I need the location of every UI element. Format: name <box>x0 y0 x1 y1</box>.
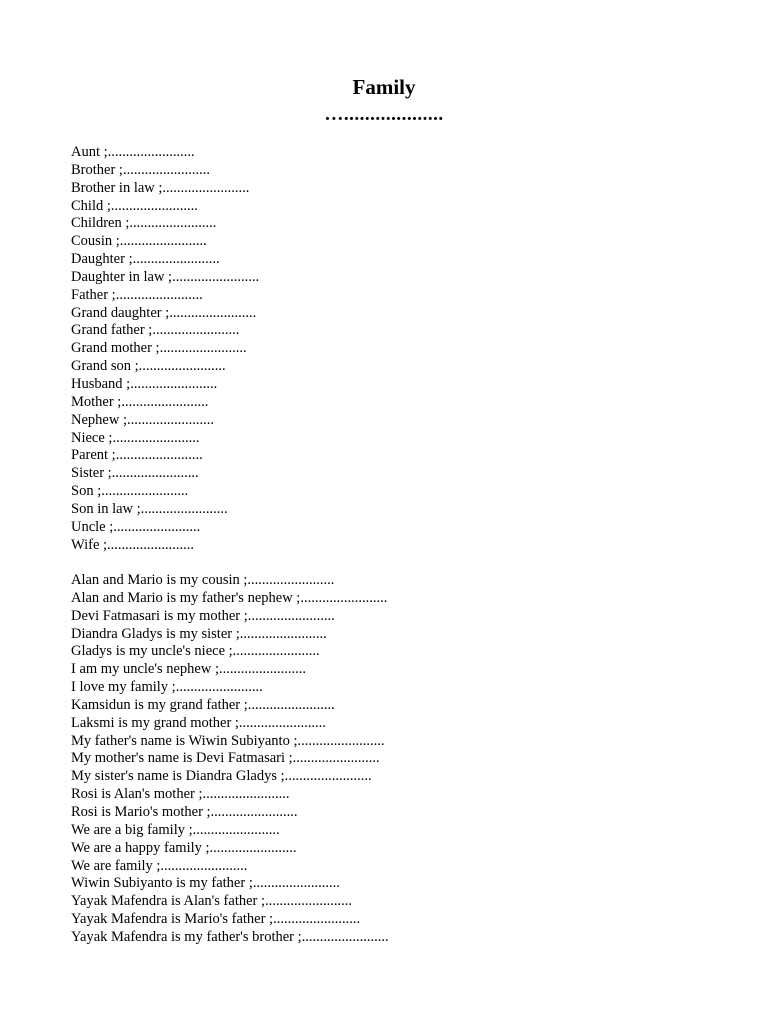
sentence-item: We are a big family ;........................ <box>71 821 280 838</box>
vocabulary-item: Grand father ;........................ <box>71 322 240 339</box>
sentence-item: My mother's name is Devi Fatmasari ;........................ <box>71 750 380 767</box>
vocabulary-item: Daughter in law ;........................ <box>71 268 260 285</box>
sentence-list <box>71 572 389 947</box>
vocabulary-item: Grand son ;........................ <box>71 358 226 375</box>
sentence-item: I love my family ;........................ <box>71 679 263 696</box>
vocabulary-item: Niece ;........................ <box>71 429 200 446</box>
vocabulary-item: Aunt ;........................ <box>71 144 195 160</box>
sentence-item: Yayak Mafendra is my father's brother ;........................ <box>71 928 389 945</box>
vocabulary-item: Brother ;........................ <box>71 161 210 178</box>
vocabulary-item: Son in law ;........................ <box>71 500 228 517</box>
sentence-item: I am my uncle's nephew ;........................ <box>71 661 306 678</box>
sentence-item: Kamsidun is my grand father ;........................ <box>71 696 335 713</box>
vocabulary-item: Husband ;........................ <box>71 375 218 392</box>
sentence-item: Alan and Mario is my cousin ;........................ <box>71 572 335 588</box>
vocabulary-item: Brother in law ;........................ <box>71 179 250 196</box>
vocabulary-item: Wife ;........................ <box>71 536 195 553</box>
vocabulary-item: Uncle ;........................ <box>71 518 201 535</box>
sentence-item: Rosi is Mario's mother ;........................ <box>71 803 298 820</box>
vocabulary-item: Child ;........................ <box>71 197 198 214</box>
vocabulary-item: Father ;........................ <box>71 286 203 303</box>
vocabulary-item: Grand daughter ;........................ <box>71 304 257 321</box>
sentence-item: Diandra Gladys is my sister ;........................ <box>71 625 327 642</box>
vocabulary-item: Nephew ;........................ <box>71 411 214 428</box>
vocabulary-item: Grand mother ;........................ <box>71 340 247 357</box>
sentence-item: My sister's name is Diandra Gladys ;........................ <box>71 768 372 785</box>
sentence-item: We are family ;........................ <box>71 857 248 874</box>
vocabulary-item: Daughter ;........................ <box>71 251 220 268</box>
vocabulary-item: Mother ;........................ <box>71 393 209 410</box>
sentence-item: Alan and Mario is my father's nephew ;........................ <box>71 589 388 606</box>
sentence-item: Rosi is Alan's mother ;........................ <box>71 786 290 803</box>
sentence-item: Devi Fatmasari is my mother ;........................ <box>71 607 335 624</box>
vocabulary-item: Children ;........................ <box>71 215 217 232</box>
sentence-item: Yayak Mafendra is Mario's father ;........................ <box>71 911 361 928</box>
sentence-item: Gladys is my uncle's niece ;........................ <box>71 643 320 660</box>
vocabulary-item: Cousin ;........................ <box>71 233 207 250</box>
sentence-item: Yayak Mafendra is Alan's father ;........................ <box>71 893 353 910</box>
vocabulary-item: Son ;........................ <box>71 483 189 500</box>
sentence-item: My father's name is Wiwin Subiyanto ;........................ <box>71 732 385 749</box>
sentence-item: We are a happy family ;........................ <box>71 839 297 856</box>
sentence-item: Laksmi is my grand mother ;........................ <box>71 714 326 731</box>
page-title: Family <box>352 75 416 99</box>
vocabulary-list <box>71 144 259 554</box>
vocabulary-item: Parent ;........................ <box>71 447 203 464</box>
sentence-item: Wiwin Subiyanto is my father ;........................ <box>71 875 340 892</box>
vocabulary-item: Sister ;........................ <box>71 465 199 482</box>
page-subtitle: …................... <box>324 104 444 125</box>
